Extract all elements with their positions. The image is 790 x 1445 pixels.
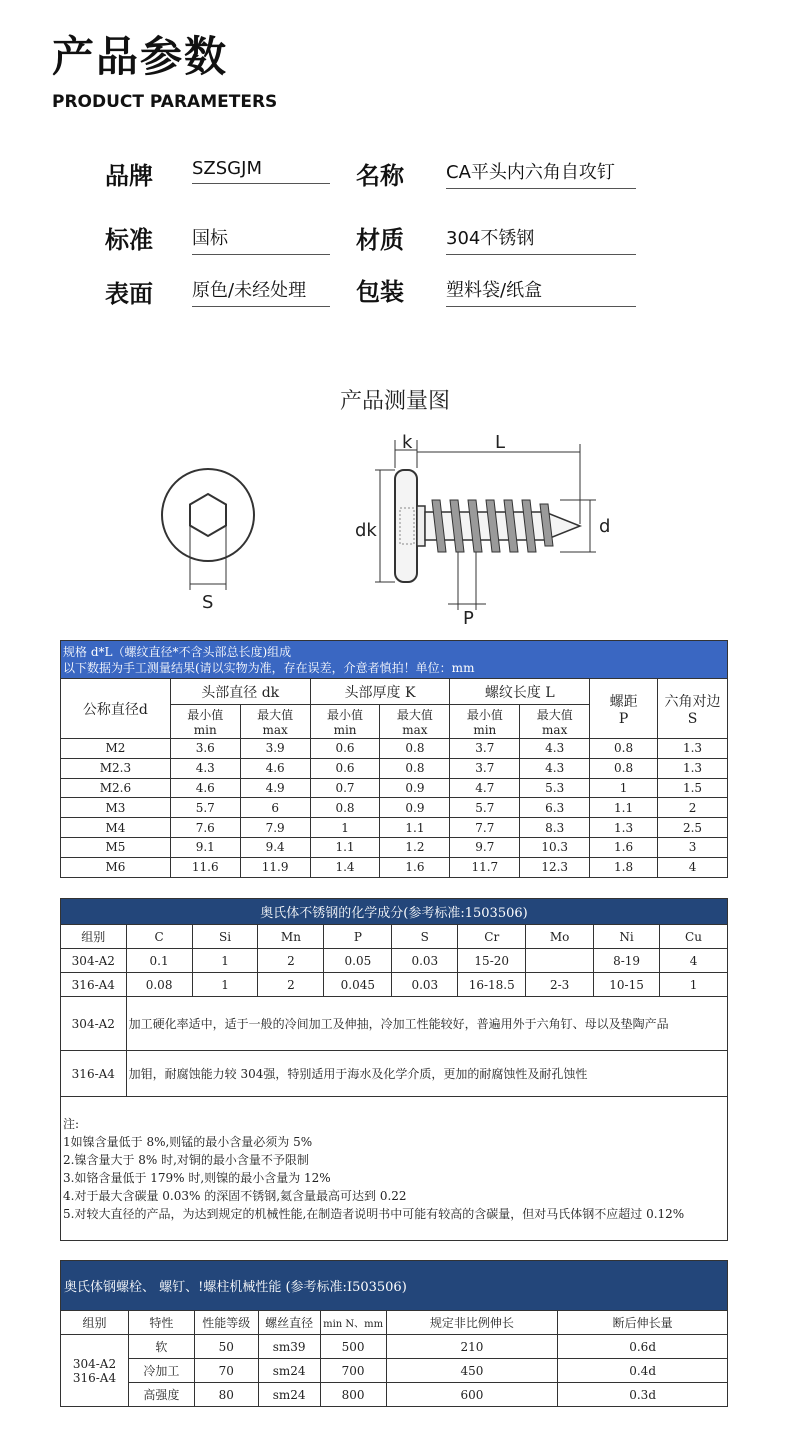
column-header: 性能等级 — [194, 1311, 258, 1335]
spec-table-caption — [61, 641, 728, 679]
header-min — [450, 705, 520, 739]
table-row — [61, 798, 728, 818]
table-cell: 5.7 — [170, 798, 240, 818]
table-cell: 0.8 — [590, 758, 658, 778]
column-header: Cr — [458, 925, 526, 949]
table-cell: 6 — [240, 798, 310, 818]
table-row — [61, 739, 728, 759]
table-cell: 0.6 — [310, 739, 380, 759]
header-head-thickness: 头部厚度 K — [310, 679, 450, 705]
table-cell: 1.3 — [590, 818, 658, 838]
table-cell: 80 — [194, 1383, 258, 1407]
dim-label-d: d — [599, 516, 611, 537]
table-cell: 6.3 — [520, 798, 590, 818]
table-cell: 3.6 — [170, 739, 240, 759]
table-cell: M2.3 — [61, 758, 171, 778]
column-header: Mo — [526, 925, 594, 949]
note-line: 5.对较大直径的产品，为达到规定的机械性能,在制造者说明书中可能有较高的含碳量，但对马氏体钢不应超过 0.12% — [63, 1206, 685, 1221]
header-pitch-sym: P — [618, 710, 629, 727]
param-value-package: 塑料袋/纸盒 — [446, 276, 636, 307]
column-header: Cu — [660, 925, 728, 949]
table-cell: 1 — [660, 973, 728, 997]
header-max-en: max — [402, 723, 428, 737]
table-cell: 316-A4 — [61, 973, 127, 997]
table-cell: sm39 — [258, 1335, 320, 1359]
table-cell: 11.7 — [450, 857, 520, 877]
table-cell: 2.5 — [658, 818, 728, 838]
note-line: 4.对于最大含碳量 0.03% 的深固不锈钢,氦含量最高可达到 0.22 — [63, 1188, 407, 1203]
spec-caption-line-2: 以下数据为手工测量结果(请以实物为准，存在误差，介意者慎拍！单位：mm — [63, 660, 475, 675]
table-cell: 0.8 — [380, 758, 450, 778]
table-cell: sm24 — [258, 1359, 320, 1383]
table-cell: 0.6d — [558, 1335, 728, 1359]
desc-group: 304-A2 — [61, 997, 127, 1051]
header-head-diameter: 头部直径 dk — [170, 679, 310, 705]
column-header: 组别 — [61, 925, 127, 949]
table-cell: 0.7 — [310, 778, 380, 798]
table-cell — [526, 949, 594, 973]
spec-caption-line-1: 规格 d*L（螺纹直径*不含头部总长度)组成 — [63, 644, 292, 659]
table-cell: 0.8 — [590, 739, 658, 759]
table-cell: sm24 — [258, 1383, 320, 1407]
table-cell: M3 — [61, 798, 171, 818]
header-min-en: min — [473, 723, 497, 737]
table-cell: 2 — [258, 949, 324, 973]
table-cell: 0.03 — [392, 973, 458, 997]
column-header: P — [324, 925, 392, 949]
column-header: Ni — [594, 925, 660, 949]
diagram-title: 产品测量图 — [339, 389, 450, 414]
table-cell: 12.3 — [520, 857, 590, 877]
table-cell: 1.6 — [380, 857, 450, 877]
table-cell: 冷加工 — [128, 1359, 194, 1383]
group-line: 304-A2 — [72, 1356, 117, 1371]
dim-label-p: P — [463, 608, 474, 629]
page-title: 产品参数 — [52, 32, 229, 81]
column-header: min N、mm — [320, 1311, 386, 1335]
mech-table-caption: 奥氏体钢螺栓、 螺钉、!螺柱机械性能 (参考标准:I503506) — [61, 1261, 728, 1311]
table-cell: 4.6 — [240, 758, 310, 778]
desc-group: 316-A4 — [61, 1051, 127, 1097]
table-cell: 1.2 — [380, 837, 450, 857]
table-cell: 4 — [660, 949, 728, 973]
table-cell: 700 — [320, 1359, 386, 1383]
column-header: S — [392, 925, 458, 949]
table-cell: 8.3 — [520, 818, 590, 838]
header-min-cn: 最小值 — [466, 708, 503, 722]
header-min-en: min — [193, 723, 217, 737]
header-nominal-diameter: 公称直径d — [61, 679, 171, 739]
group-cell — [61, 1335, 129, 1407]
table-row — [61, 1359, 728, 1383]
header-max-en: max — [262, 723, 288, 737]
table-cell: 4.3 — [520, 739, 590, 759]
table-cell: M4 — [61, 818, 171, 838]
table-row — [61, 857, 728, 877]
param-value-name: CA平头内六角自攻钉 — [446, 158, 636, 189]
header-max — [380, 705, 450, 739]
param-label-brand: 品牌 — [105, 162, 153, 190]
column-header: 规定非比例伸长 — [386, 1311, 558, 1335]
table-cell: 4.9 — [240, 778, 310, 798]
table-cell: 70 — [194, 1359, 258, 1383]
column-header: C — [126, 925, 192, 949]
table-cell: 800 — [320, 1383, 386, 1407]
table-cell: 2 — [658, 798, 728, 818]
header-max-cn: 最大值 — [536, 708, 573, 722]
header-max — [240, 705, 310, 739]
chem-table — [60, 898, 728, 1241]
table-row — [61, 778, 728, 798]
table-cell: M6 — [61, 857, 171, 877]
table-cell: 1.8 — [590, 857, 658, 877]
chem-table-caption: 奥氏体不锈钢的化学成分(参考标准:1503506) — [61, 899, 728, 925]
table-cell: 0.045 — [324, 973, 392, 997]
group-line: 316-A4 — [72, 1370, 117, 1385]
header-hex-sym: S — [687, 710, 698, 727]
header-pitch-cn: 螺距 — [609, 693, 638, 710]
table-cell: 0.03 — [392, 949, 458, 973]
note-line: 3.如铬含量低于 179% 时,则镍的最小含量为 12% — [63, 1170, 331, 1185]
note-line: 注: — [63, 1116, 80, 1131]
table-cell: M2.6 — [61, 778, 171, 798]
table-cell: 7.7 — [450, 818, 520, 838]
table-cell: 软 — [128, 1335, 194, 1359]
table-cell: 2-3 — [526, 973, 594, 997]
table-cell: 1.4 — [310, 857, 380, 877]
param-label-standard: 标准 — [105, 226, 153, 254]
column-header: Mn — [258, 925, 324, 949]
table-cell: 11.6 — [170, 857, 240, 877]
table-cell: 1.3 — [658, 739, 728, 759]
note-line: 2.镍含量大于 8% 时,对铜的最小含量不予限制 — [63, 1152, 309, 1167]
param-label-material: 材质 — [356, 226, 404, 254]
table-row — [61, 1335, 728, 1359]
table-cell: 1 — [192, 949, 258, 973]
desc-text: 加钼，耐腐蚀能力较 304强，特别适用于海水及化学介质，更加的耐腐蚀性及耐孔蚀性 — [126, 1051, 727, 1097]
table-cell: 9.4 — [240, 837, 310, 857]
desc-text: 加工硬化率适中，适于一般的冷间加工及伸抽，冷加工性能较好，普遍用外于六角钉、母以及垫陶产品 — [126, 997, 727, 1051]
param-label-name: 名称 — [356, 162, 404, 190]
table-cell: 0.08 — [126, 973, 192, 997]
table-cell: 600 — [386, 1383, 558, 1407]
table-cell: M2 — [61, 739, 171, 759]
table-cell: 0.8 — [380, 739, 450, 759]
table-cell: 1 — [590, 778, 658, 798]
table-row — [61, 1383, 728, 1407]
table-cell: 450 — [386, 1359, 558, 1383]
table-cell: 1.6 — [590, 837, 658, 857]
table-cell: 3.7 — [450, 739, 520, 759]
column-header: 组别 — [61, 1311, 129, 1335]
screw-head-front-view — [162, 469, 254, 561]
header-min-cn: 最小值 — [187, 708, 224, 722]
table-cell: 8-19 — [594, 949, 660, 973]
table-cell: 4.6 — [170, 778, 240, 798]
table-cell: 0.05 — [324, 949, 392, 973]
header-hex-cn: 六角对边 — [664, 693, 721, 710]
table-cell: 1.5 — [658, 778, 728, 798]
dim-label-dk: dk — [355, 520, 377, 541]
table-cell: 4.3 — [170, 758, 240, 778]
header-max-cn: 最大值 — [257, 708, 294, 722]
table-cell: 4.7 — [450, 778, 520, 798]
table-cell: 0.9 — [380, 798, 450, 818]
table-cell: 1 — [310, 818, 380, 838]
table-row — [61, 837, 728, 857]
table-cell: 0.9 — [380, 778, 450, 798]
table-cell: 304-A2 — [61, 949, 127, 973]
header-max-cn: 最大值 — [396, 708, 433, 722]
table-row — [61, 973, 728, 997]
table-cell: 3 — [658, 837, 728, 857]
header-min — [310, 705, 380, 739]
table-cell: 16-18.5 — [458, 973, 526, 997]
header-hex-width — [658, 679, 728, 739]
header-pitch — [590, 679, 658, 739]
header-max-en: max — [542, 723, 568, 737]
header-max — [520, 705, 590, 739]
table-cell: 4.3 — [520, 758, 590, 778]
table-cell: 50 — [194, 1335, 258, 1359]
table-cell: 0.4d — [558, 1359, 728, 1383]
table-cell: 0.3d — [558, 1383, 728, 1407]
table-cell: 7.6 — [170, 818, 240, 838]
table-cell: 3.7 — [450, 758, 520, 778]
mech-table — [60, 1260, 728, 1407]
table-cell: 15-20 — [458, 949, 526, 973]
table-cell: 4 — [658, 857, 728, 877]
dim-label-l: L — [495, 432, 506, 453]
table-cell: 5.7 — [450, 798, 520, 818]
param-label-package: 包装 — [356, 278, 404, 306]
table-cell: 5.3 — [520, 778, 590, 798]
spec-table — [60, 640, 728, 878]
header-min-en: min — [333, 723, 357, 737]
table-cell: 11.9 — [240, 857, 310, 877]
column-header: 螺丝直径 — [258, 1311, 320, 1335]
note-line: 1如镍含量低于 8%,则锰的最小含量必须为 5% — [63, 1134, 313, 1149]
table-cell: 500 — [320, 1335, 386, 1359]
table-cell: 1.1 — [590, 798, 658, 818]
table-cell: 1.3 — [658, 758, 728, 778]
table-cell: 210 — [386, 1335, 558, 1359]
param-value-surface: 原色/未经处理 — [192, 276, 330, 307]
table-cell: 0.8 — [310, 798, 380, 818]
param-value-material: 304不锈钢 — [446, 224, 636, 255]
table-row — [61, 818, 728, 838]
page-subtitle: PRODUCT PARAMETERS — [52, 92, 278, 112]
table-cell: 10.3 — [520, 837, 590, 857]
screw-diagram — [0, 420, 790, 630]
column-header: 断后伸长量 — [558, 1311, 728, 1335]
table-cell: 0.6 — [310, 758, 380, 778]
chem-notes — [61, 1097, 728, 1241]
table-cell: 1 — [192, 973, 258, 997]
table-cell: 1.1 — [380, 818, 450, 838]
column-header: 特性 — [128, 1311, 194, 1335]
param-value-brand: SZSGJM — [192, 158, 330, 184]
param-label-surface: 表面 — [105, 280, 153, 308]
table-cell: 7.9 — [240, 818, 310, 838]
table-row — [61, 758, 728, 778]
table-cell: M5 — [61, 837, 171, 857]
header-min-cn: 最小值 — [327, 708, 364, 722]
table-cell: 2 — [258, 973, 324, 997]
table-row — [61, 949, 728, 973]
table-cell: 高强度 — [128, 1383, 194, 1407]
param-value-standard: 国标 — [192, 224, 330, 255]
dim-label-s: S — [202, 592, 214, 613]
table-cell: 9.7 — [450, 837, 520, 857]
column-header: Si — [192, 925, 258, 949]
dim-label-k: k — [402, 432, 413, 453]
table-cell: 9.1 — [170, 837, 240, 857]
table-cell: 1.1 — [310, 837, 380, 857]
table-cell: 10-15 — [594, 973, 660, 997]
screw-side-view — [395, 470, 580, 582]
header-min — [170, 705, 240, 739]
header-thread-length: 螺纹长度 L — [450, 679, 590, 705]
table-cell: 3.9 — [240, 739, 310, 759]
table-cell: 0.1 — [126, 949, 192, 973]
